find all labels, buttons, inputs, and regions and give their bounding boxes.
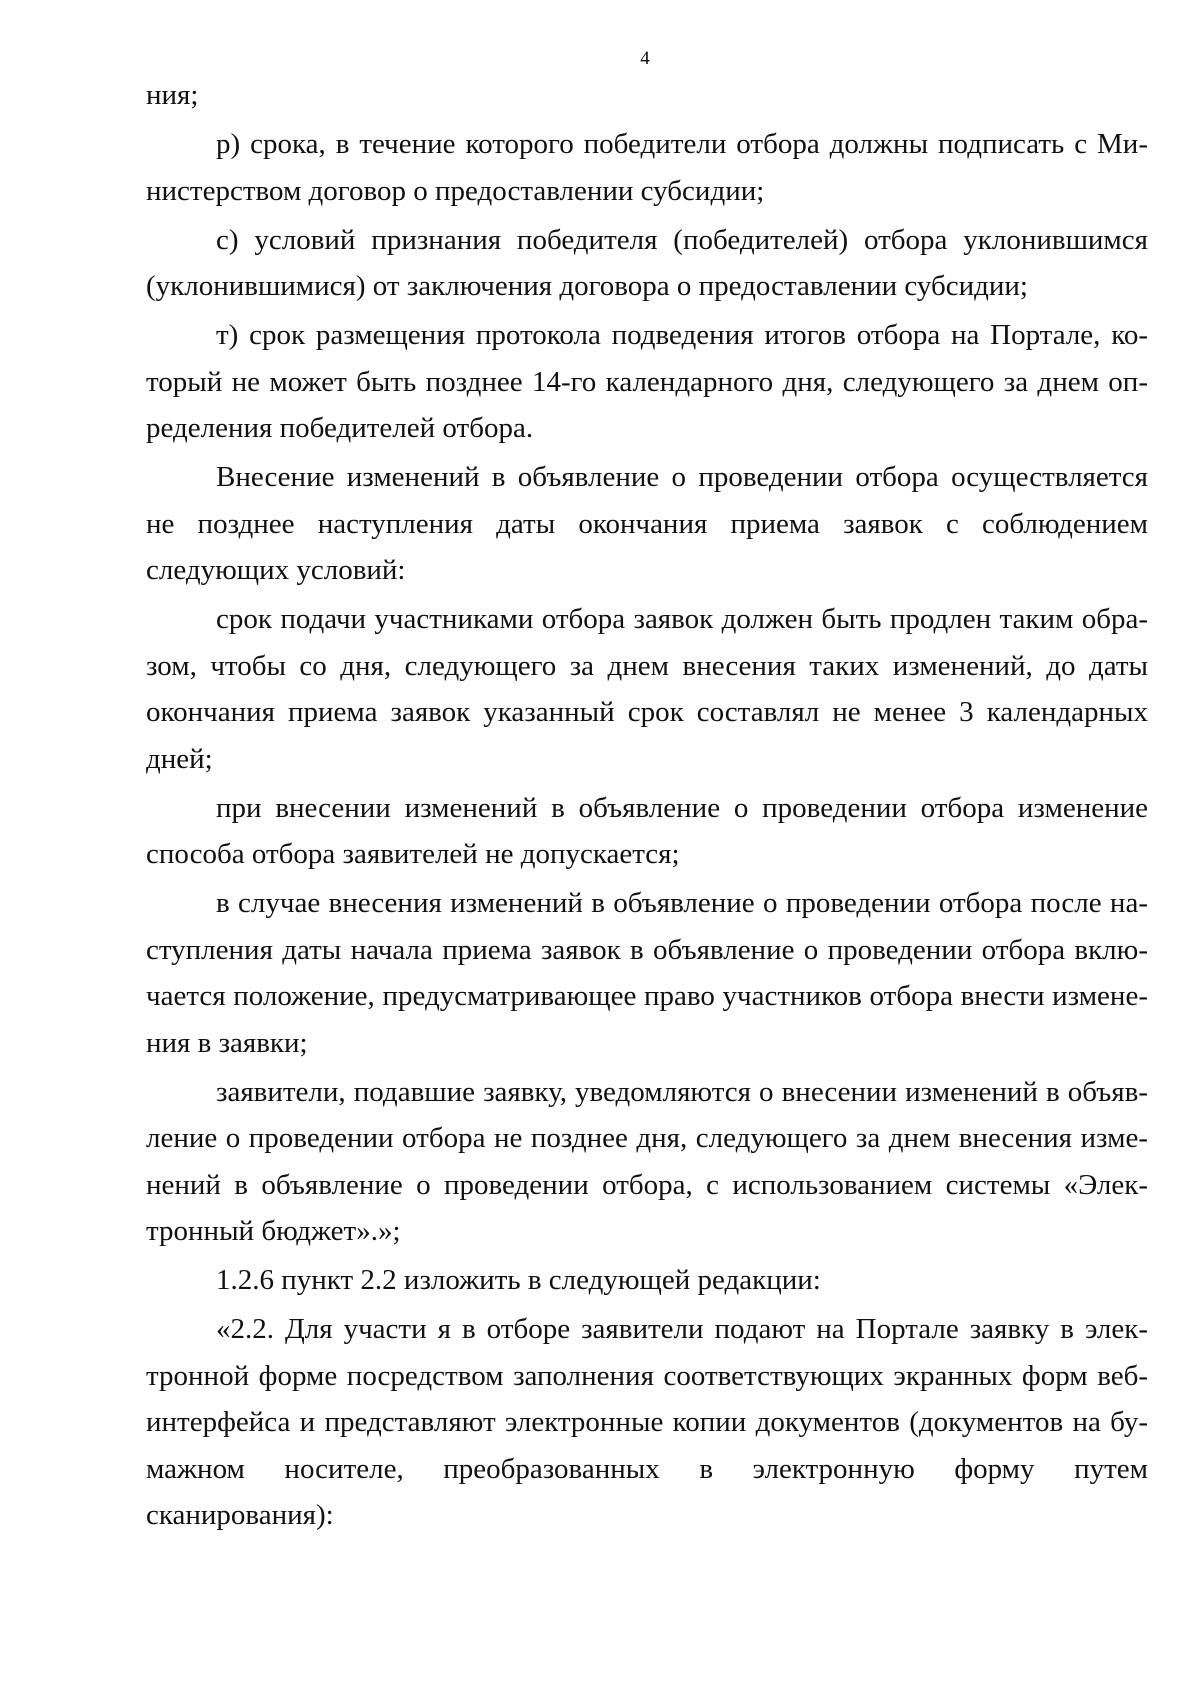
paragraph-applicant-notification: заявители, подавшие заявку, уведомляются о внесении изменений в объявление о проведении отбора не позднее дня, следующего за днем внесения изменений в объявление о проведении отбора, с использованием системы «Электронный бюджет».»; [146,1075,1148,1247]
paragraph-method-change: при внесении изменений в объявление о проведении отбора изменение способа отбора заявителей не допускается; [146,791,1148,870]
paragraph-item-r: р) срока, в течение которого победители отбора должны подписать с Министерством договор о предоставлении субсидии; [146,128,1148,207]
paragraph-deadline-extension: срок подачи участниками отбора заявок должен быть продлен таким образом, чтобы со дня, следующего за днем внесения таких изменений, до даты окончания приема заявок указанный срок составлял не менее 3 календарных дней; [146,603,1148,775]
paragraph-clause-2-2: «2.2. Для участи я в отборе заявители подают на Портале заявку в электронной форме посредством заполнения соответствующих экранных форм веб-интерфейса и представляют электронные копии документов (документов на бумажном носителе, преобразованных в электронную форму путем сканирования): [146,1313,1148,1531]
document-body [146,72,1148,1541]
paragraph-clause-1-2-6: 1.2.6 пункт 2.2 изложить в следующей редакции: [216,1264,821,1296]
paragraph-applications-change: в случае внесения изменений в объявление о проведении отбора после наступления даты начала приема заявок в объявление о проведении отбора включается положение, предусматривающее право участников отбора внести изменения в заявки; [146,887,1148,1059]
page-number: 4 [640,48,650,69]
paragraph-item-s: с) условий признания победителя (победителей) отбора уклонившимся (уклонившимися) от заключения договора о предоставлении субсидии; [146,223,1148,302]
paragraph-item-t: т) срок размещения протокола подведения итогов отбора на Портале, который не может быть позднее 14-го календарного дня, следующего за днем определения победителей отбора. [146,319,1148,444]
paragraph-continuation: ния; [146,79,199,111]
paragraph-amendments: Внесение изменений в объявление о проведении отбора осуществляется не позднее наступления даты окончания приема заявок с соблюдением следующих условий: [146,461,1148,586]
